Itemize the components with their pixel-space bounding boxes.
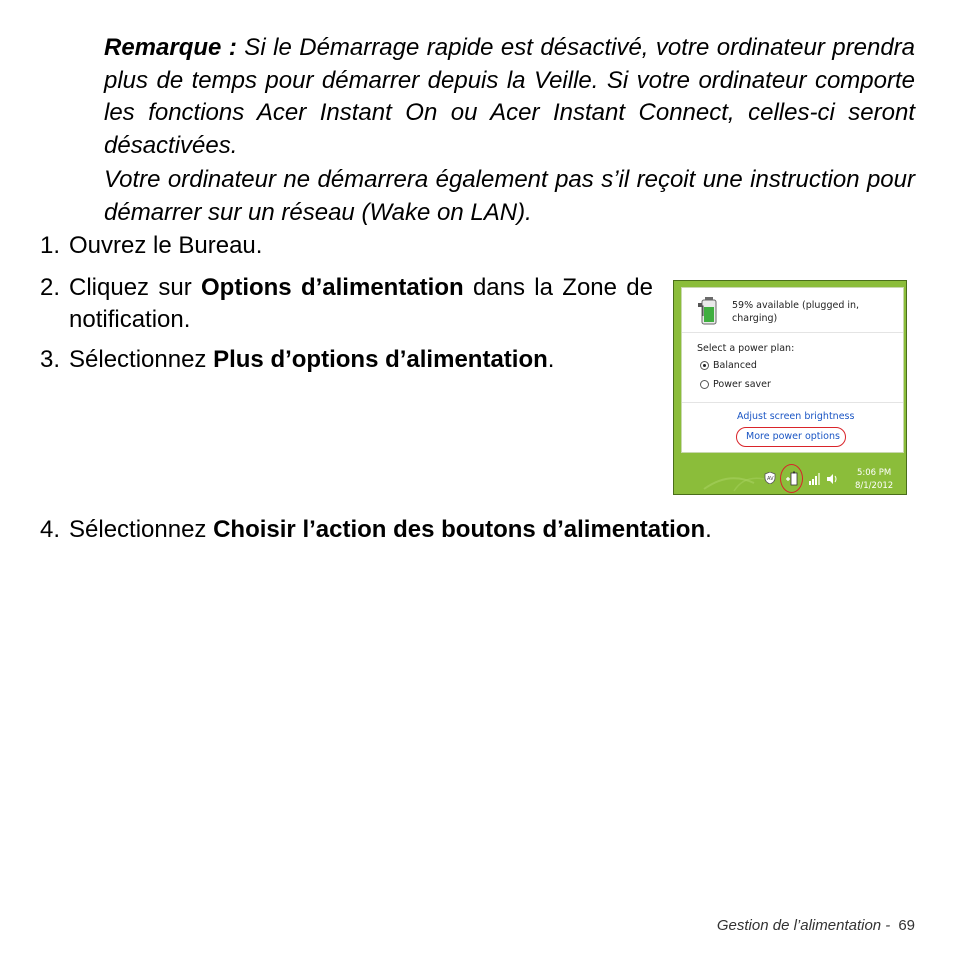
battery-status-text: 59% available (plugged in, charging) xyxy=(732,300,860,324)
step-number: 3. xyxy=(40,346,61,373)
power-plan-label: Select a power plan: xyxy=(697,343,795,354)
highlight-circle xyxy=(780,464,803,493)
clock-time: 5:06 PM xyxy=(856,468,892,478)
step-text: Sélectionnez Plus d’options d’alimentation. xyxy=(69,346,555,373)
plan-option-power-saver[interactable] xyxy=(700,378,771,390)
more-power-options-link[interactable]: More power options xyxy=(746,431,840,442)
shield-icon[interactable] xyxy=(764,472,776,487)
speaker-icon[interactable] xyxy=(826,473,839,488)
step-4 xyxy=(40,514,900,546)
highlight-circle xyxy=(736,427,846,447)
radio-unselected-icon xyxy=(700,380,709,389)
step-3 xyxy=(40,344,660,376)
step-text: Ouvrez le Bureau. xyxy=(69,232,263,259)
footer-section: Gestion de l’alimentation - xyxy=(716,917,891,934)
step-2 xyxy=(40,272,660,336)
battery-icon xyxy=(698,296,722,326)
note-paragraph-2: Votre ordinateur ne démarrera également pas s’il reçoit une instruction pour démarrer sur un réseau (Wake on LAN). xyxy=(104,166,915,226)
separator xyxy=(682,402,903,403)
plan-option-label: Power saver xyxy=(713,378,771,390)
taskbar-swirl-decoration xyxy=(674,461,794,494)
power-flyout-screenshot xyxy=(673,280,907,495)
taskbar-clock[interactable] xyxy=(855,467,893,493)
plan-option-label: Balanced xyxy=(713,359,757,371)
page-number: 69 xyxy=(898,917,915,934)
power-flyout-panel xyxy=(681,287,904,453)
network-signal-icon[interactable] xyxy=(808,473,820,488)
step-number: 4. xyxy=(40,516,61,543)
clock-date: 8/1/2012 xyxy=(855,481,894,491)
separator xyxy=(682,332,903,333)
note-label: Remarque : xyxy=(104,34,237,61)
radio-selected-icon xyxy=(700,361,709,370)
note-paragraph-1 xyxy=(104,32,915,162)
note-block xyxy=(104,32,915,229)
svg-text:AV: AV xyxy=(767,476,774,482)
step-text: Cliquez sur Options d’alimentation dans la Zone de notification. xyxy=(69,274,654,333)
adjust-brightness-link[interactable]: Adjust screen brightness xyxy=(737,411,855,422)
step-text: Sélectionnez Choisir l’action des boutons d’alimentation. xyxy=(69,516,712,543)
page-footer xyxy=(717,917,915,934)
step-number: 1. xyxy=(40,232,61,259)
note-text-1: Si le Démarrage rapide est désactivé, votre ordinateur prendra plus de temps pour démarrer depuis la Veille. Si votre ordinateur comporte les fonctions Acer Instant On ou Acer Instant Connect, celles-ci seront désactivées. xyxy=(104,34,916,159)
step-number: 2. xyxy=(40,274,61,301)
plan-option-balanced[interactable] xyxy=(700,359,757,371)
step-1 xyxy=(40,230,660,262)
